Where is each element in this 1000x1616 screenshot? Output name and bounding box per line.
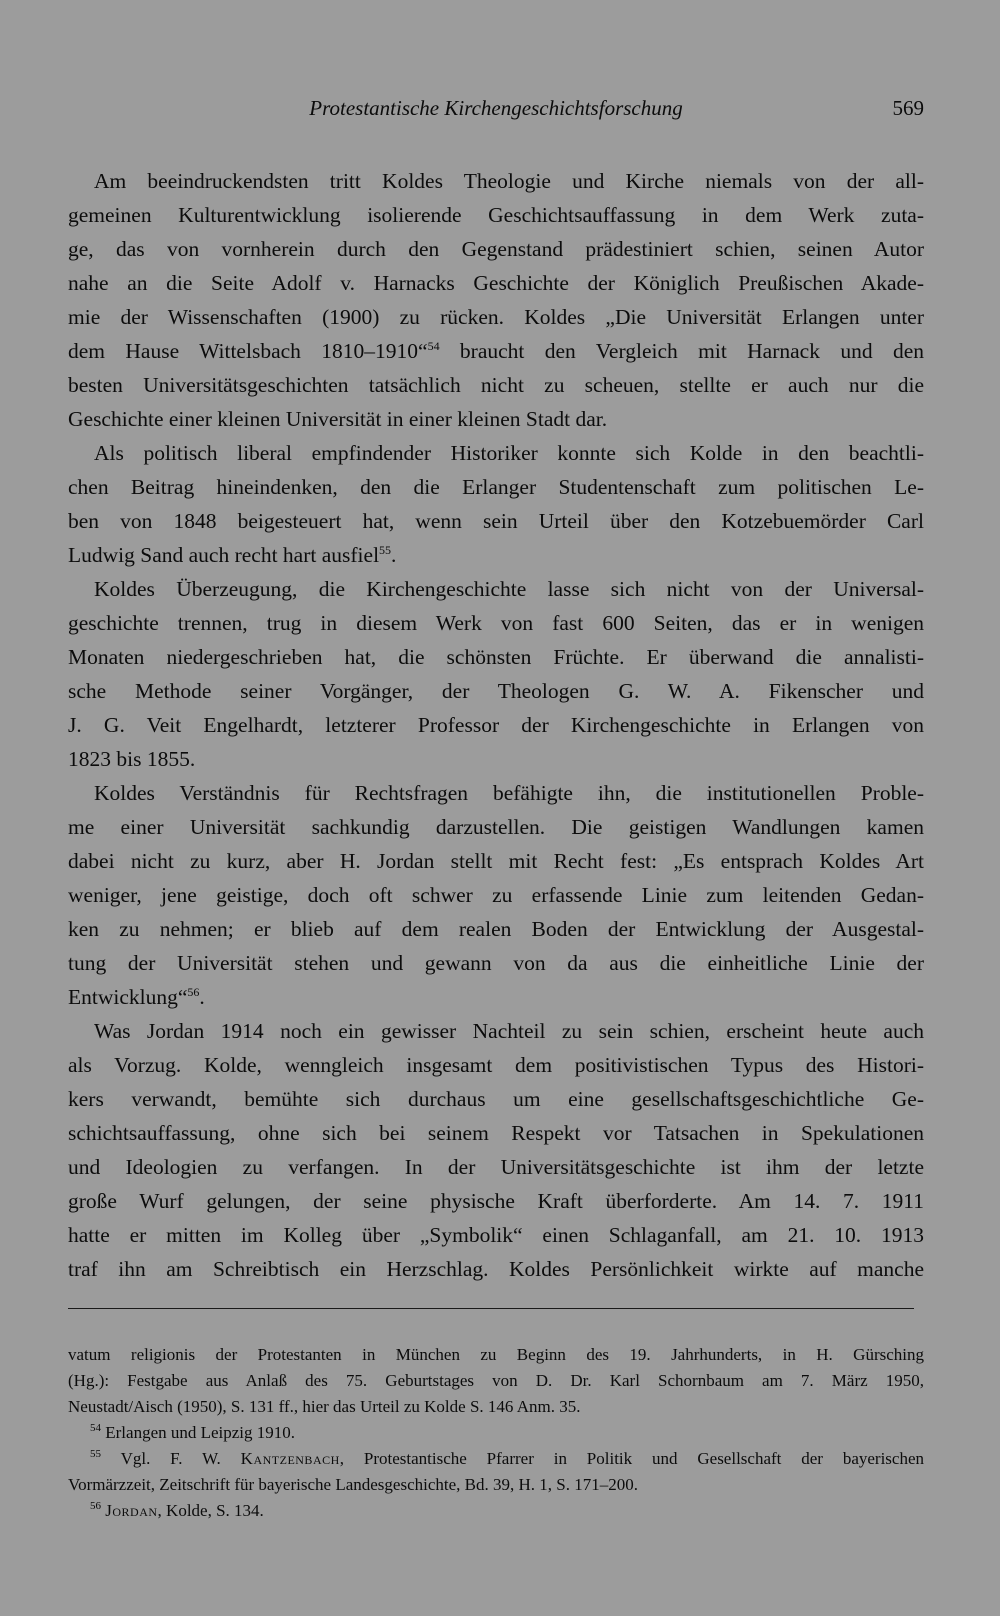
page-number: 569 <box>892 96 924 120</box>
text-line <box>68 538 924 572</box>
footnote-56 <box>68 1498 924 1524</box>
paragraph-2 <box>68 436 924 572</box>
text-line: sche Methode seiner Vorgänger, der Theologen G. W. A. Fikenscher und <box>68 679 924 703</box>
text-line: Monaten niedergeschrieben hat, die schönsten Früchte. Er überwand die annalisti- <box>68 645 924 669</box>
text-line: Koldes Überzeugung, die Kirchengeschichte lasse sich nicht von der Universal- <box>94 577 924 601</box>
text-line: nahe an die Seite Adolf v. Harnacks Geschichte der Königlich Preußischen Akade- <box>68 271 924 295</box>
footnote-continuation <box>68 1342 924 1420</box>
footnote-54 <box>68 1420 924 1446</box>
text-line: kers verwandt, bemühte sich durchaus um eine gesellschaftsgeschichtliche Ge- <box>68 1087 924 1111</box>
text-line: besten Universitätsgeschichten tatsächlich nicht zu scheuen, stellte er auch nur die <box>68 373 924 397</box>
text-segment: dem Hause Wittelsbach 1810–1910“ <box>68 339 428 363</box>
text-line: chen Beitrag hineindenken, den die Erlanger Studentenschaft zum politischen Le- <box>68 475 924 499</box>
text-line: große Wurf gelungen, der seine physische Kraft überforderte. Am 14. 7. 1911 <box>68 1189 924 1213</box>
footnote-number: 55 <box>90 1448 101 1460</box>
text-line: 1823 bis 1855. <box>68 747 196 771</box>
text-line: dabei nicht zu kurz, aber H. Jordan stellt mit Recht fest: „Es entsprach Koldes Art <box>68 849 924 873</box>
text-line: Am beeindruckendsten tritt Koldes Theologie und Kirche niemals von der all- <box>94 169 924 193</box>
body-text <box>68 164 924 1286</box>
footnote-author: Kantzenbach <box>240 1449 340 1468</box>
text-line: ge, das von vornherein durch den Gegenstand prädestiniert schien, seinen Autor <box>68 237 924 261</box>
footnote-line <box>68 1420 924 1446</box>
text-line <box>68 334 924 368</box>
footnote-text: Vgl. F. W. <box>120 1449 241 1468</box>
page-header <box>68 96 924 130</box>
paragraph-3 <box>68 572 924 776</box>
text-segment: braucht den Vergleich mit Harnack und den <box>439 339 924 363</box>
text-segment: Entwicklung“ <box>68 985 188 1009</box>
text-line: als Vorzug. Kolde, wenngleich insgesamt dem positivistischen Typus des Histori- <box>68 1053 924 1077</box>
footnote-text: , Protestantische Pfarrer in Politik und Gesellschaft der bayerischen <box>339 1449 924 1468</box>
paragraph-1 <box>68 164 924 436</box>
footnote-line: Vormärzzeit, Zeitschrift für bayerische Landesgeschichte, Bd. 39, H. 1, S. 171–200. <box>68 1475 638 1494</box>
text-line: me einer Universität sachkundig darzustellen. Die geistigen Wandlungen kamen <box>68 815 924 839</box>
footnote-ref-54: 54 <box>427 339 440 353</box>
text-line: schichtsauffassung, ohne sich bei seinem Respekt vor Tatsachen in Spekulationen <box>68 1121 924 1145</box>
text-segment: . <box>199 985 205 1009</box>
text-line: Was Jordan 1914 noch ein gewisser Nachteil zu sein schien, erscheint heute auch <box>94 1019 924 1043</box>
footnote-line: vatum religionis der Protestanten in München zu Beginn des 19. Jahrhunderts, in H. Gürsching <box>68 1345 924 1364</box>
paragraph-5 <box>68 1014 924 1286</box>
footnote-author: Jordan <box>105 1501 158 1520</box>
text-segment: . <box>391 543 397 567</box>
text-line: ken zu nehmen; er blieb auf dem realen Boden der Entwicklung der Ausgestal- <box>68 917 924 941</box>
text-line: traf ihn am Schreibtisch ein Herzschlag. Koldes Persönlichkeit wirkte auf manche <box>68 1257 924 1281</box>
text-line: mie der Wissenschaften (1900) zu rücken. Koldes „Die Universität Erlangen unter <box>68 305 924 329</box>
text-line: tung der Universität stehen und gewann von da aus die einheitliche Linie der <box>68 951 924 975</box>
footnotes <box>68 1342 924 1524</box>
footnote-number: 54 <box>90 1422 101 1434</box>
text-line: und Ideologien zu verfangen. In der Universitätsgeschichte ist ihm der letzte <box>68 1155 924 1179</box>
paragraph-4 <box>68 776 924 1014</box>
footnote-text: , Kolde, S. 134. <box>157 1501 264 1520</box>
text-line: geschichte trennen, trug in diesem Werk von fast 600 Seiten, das er in wenigen <box>68 611 924 635</box>
footnote-text: Erlangen und Leipzig 1910. <box>105 1423 296 1442</box>
text-line: Als politisch liberal empfindender Historiker konnte sich Kolde in den beachtli- <box>94 441 924 465</box>
text-line: Geschichte einer kleinen Universität in einer kleinen Stadt dar. <box>68 407 608 431</box>
text-line: hatte er mitten im Kolleg über „Symbolik“ einen Schlaganfall, am 21. 10. 1913 <box>68 1223 924 1247</box>
text-line: gemeinen Kulturentwicklung isolierende Geschichtsauffassung in dem Werk zuta- <box>68 203 924 227</box>
text-line <box>68 980 924 1014</box>
footnote-divider <box>68 1308 914 1309</box>
text-segment: Ludwig Sand auch recht hart ausfiel <box>68 543 380 567</box>
text-line: ben von 1848 beigesteuert hat, wenn sein Urteil über den Kotzebuemörder Carl <box>68 509 924 533</box>
footnote-line: Neustadt/Aisch (1950), S. 131 ff., hier das Urteil zu Kolde S. 146 Anm. 35. <box>68 1397 581 1416</box>
text-line: J. G. Veit Engelhardt, letzterer Professor der Kirchengeschichte in Erlangen von <box>68 713 924 737</box>
footnote-ref-56: 56 <box>187 985 200 999</box>
running-title: Protestantische Kirchengeschichtsforschung <box>309 96 683 120</box>
footnote-number: 56 <box>90 1500 101 1512</box>
footnote-55 <box>68 1446 924 1498</box>
footnote-ref-55: 55 <box>379 543 392 557</box>
footnote-line: (Hg.): Festgabe aus Anlaß des 75. Geburtstages von D. Dr. Karl Schornbaum am 7. März 1950, <box>68 1371 924 1390</box>
footnote-line <box>68 1446 924 1472</box>
footnote-line <box>68 1498 924 1524</box>
text-line: Koldes Verständnis für Rechtsfragen befähigte ihn, die institutionellen Proble- <box>94 781 924 805</box>
text-line: weniger, jene geistige, doch oft schwer zu erfassende Linie zum leitenden Gedan- <box>68 883 924 907</box>
